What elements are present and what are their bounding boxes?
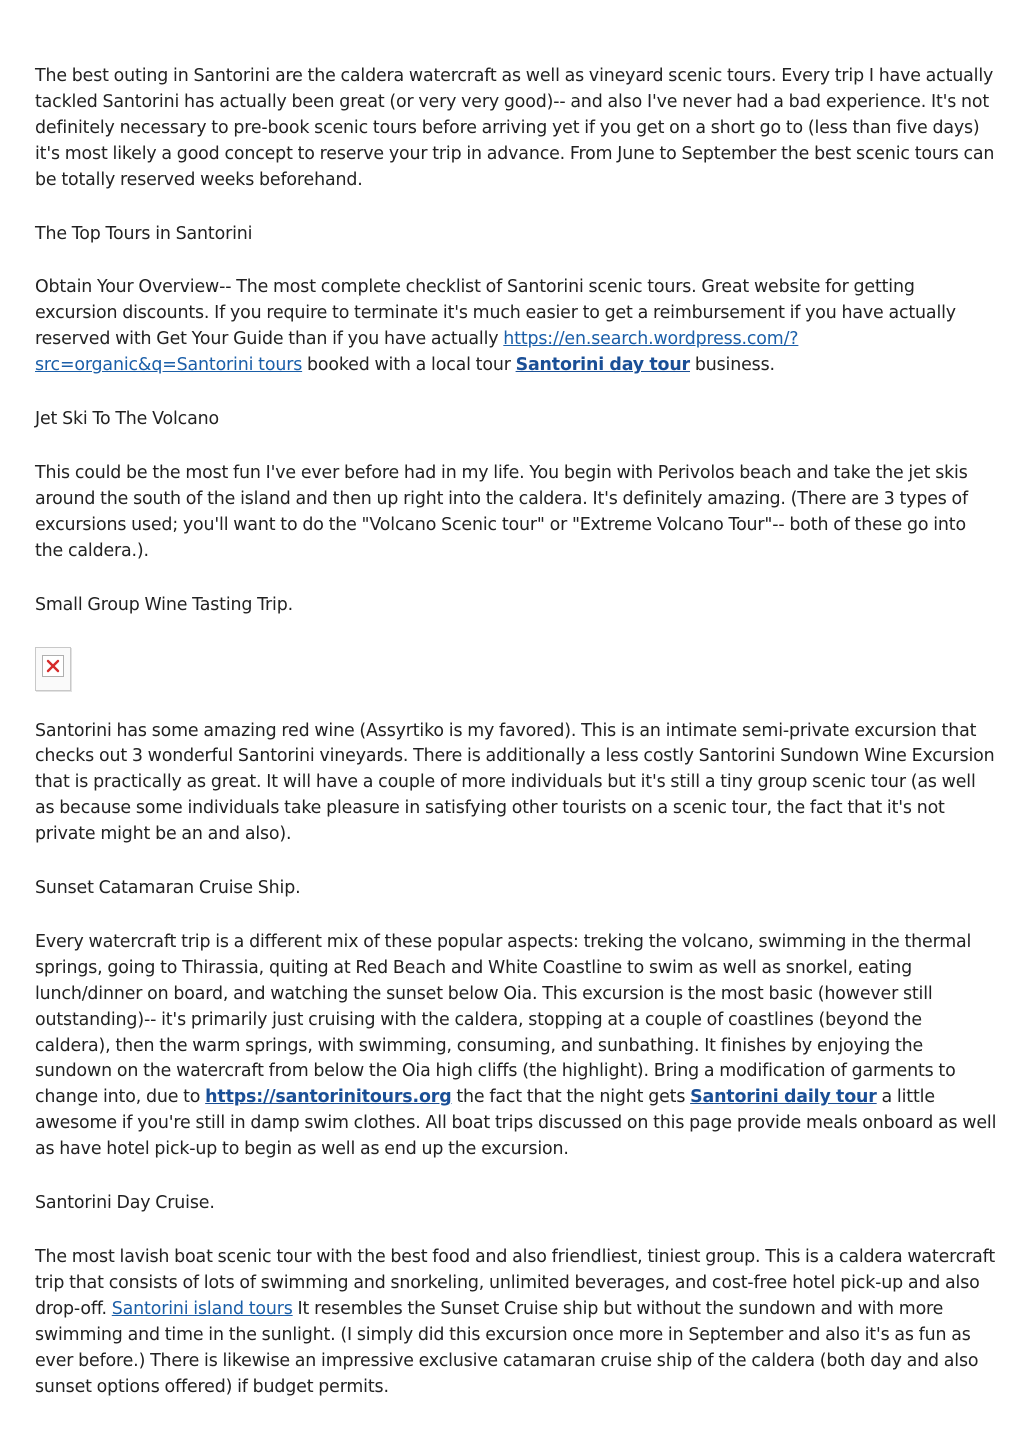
paragraph-text: Obtain Your Overview-- The most complete checklist of Santorini scenic tours. Great website for getting excursion discounts. If you require to terminate it's much easier to get a reimbursement if you have actually reserved with Get Your Guide than if you have actually [35, 277, 956, 350]
broken-image-icon [46, 659, 60, 673]
santorini-daily-tour-link[interactable]: Santorini daily tour [690, 1087, 877, 1108]
section-heading-top-tours: The Top Tours in Santorini [35, 223, 253, 244]
section-heading-wine-tasting: Small Group Wine Tasting Trip. [35, 594, 294, 615]
paragraph-text: business. [690, 355, 775, 376]
santorini-island-tours-link[interactable]: Santorini island tours [111, 1298, 293, 1319]
broken-image-placeholder [35, 647, 71, 691]
intro-paragraph: The best outing in Santorini are the caldera watercraft as well as vineyard scenic tours. Every trip I have actually tackled Santorini has actually been great (or very very good)-- and also I've never had a bad experience. It's not definitely necessary to pre-book scenic tours before arriving yet if you get on a short go to (less than five days) it's most likely a good concept to reserve your trip in advance. From June to September the best scenic tours can be totally reserved weeks beforehand. [35, 66, 995, 190]
santorinitours-link[interactable]: https://santorinitours.org [205, 1087, 452, 1108]
paragraph-text: Every watercraft trip is a different mix of these popular aspects: treking the volcano, swimming in the thermal springs, going to Thirassia, quiting at Red Beach and White Coastline to swim as well as snorkel, eating lunch/dinner on board, and watching the sunset below Oia. This excursion is the most basic (however still outstanding)-- it's primarily just cruising with the caldera, stopping at a couple of coastlines (beyond the caldera), then the warm springs, with swimming, consuming, and sunbathing. It finishes by enjoying the sundown on the watercraft from below the Oia high cliffs (the highlight). Bring a modification of garments to change into, due to [35, 931, 972, 1108]
jet-ski-paragraph: This could be the most fun I've ever before had in my life. You begin with Perivolos beach and take the jet skis around the south of the island and then up right into the caldera. It's definitely amazing. (There are 3 types of excursions used; you'll want to do the "Volcano Scenic tour" or "Extreme Volcano Tour"-- both of these go into the caldera.). [35, 462, 969, 561]
section-heading-sunset-cruise: Sunset Catamaran Cruise Ship. [35, 878, 301, 899]
day-cruise-paragraph [35, 1245, 997, 1400]
broken-image-frame [42, 655, 64, 677]
wordpress-search-link[interactable]: https://en.search.wordpress.com/?src=organic&q=Santorini tours [35, 329, 799, 376]
article-body [35, 64, 997, 1428]
overview-paragraph [35, 275, 997, 379]
paragraph-text: booked with a local tour [302, 355, 516, 376]
paragraph-text: It resembles the Sunset Cruise ship but without the sundown and with more swimming and time in the sunlight. (I simply did this excursion once more in September and also it's as fun as ever before.) There is likewise an impressive exclusive catamaran cruise ship of the caldera (both day and also sunset options offered) if budget permits. [35, 1298, 979, 1397]
section-heading-day-cruise: Santorini Day Cruise. [35, 1193, 215, 1214]
section-heading-jet-ski: Jet Ski To The Volcano [35, 409, 219, 430]
paragraph-text: the fact that the night gets [451, 1087, 691, 1108]
paragraph-text: The most lavish boat scenic tour with the best food and also friendliest, tiniest group. This is a caldera watercraft trip that consists of lots of swimming and snorkeling, unlimited beverages, and cost-free hotel pick-up and also drop-off. [35, 1247, 996, 1319]
paragraph-text: a little awesome if you're still in damp swim clothes. All boat trips discussed on this page provide meals onboard as well as have hotel pick-up to begin as well as end up the excursion. [35, 1087, 997, 1160]
sunset-cruise-paragraph [35, 930, 997, 1163]
santorini-day-tour-link[interactable]: Santorini day tour [515, 355, 690, 376]
wine-paragraph: Santorini has some amazing red wine (Assyrtiko is my favored). This is an intimate semi-private excursion that checks out 3 wonderful Santorini vineyards. There is additionally a less costly Santorini Sundown Wine Excursion that is practically as great. It will have a couple of more individuals but it's still a tiny group scenic tour (as well as because some individuals take pleasure in satisfying other tourists on a scenic tour, the fact that it's not private might be an and also). [35, 720, 995, 845]
